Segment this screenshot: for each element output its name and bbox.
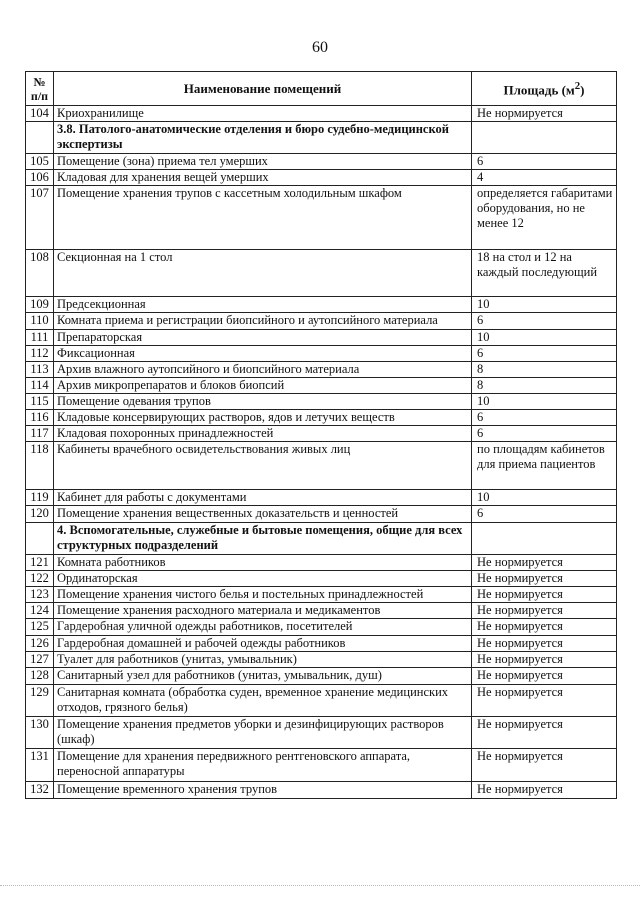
room-name: Кабинеты врачебного освидетельствования живых лиц (54, 442, 472, 490)
table-row (26, 668, 617, 685)
page-number: 60 (312, 39, 328, 56)
row-number: 116 (26, 410, 54, 426)
room-area: Не нормируется (472, 749, 617, 782)
room-area: Не нормируется (472, 652, 617, 668)
table-body (26, 106, 617, 799)
section-title: 3.8. Патолого-анатомические отделения и бюро судебно-медицинской экспертизы (54, 122, 472, 154)
header-number-line1: № (33, 74, 46, 89)
room-area: 10 (472, 297, 617, 313)
table-header-row (26, 72, 617, 106)
section-title: 4. Вспомогательные, служебные и бытовые помещения, общие для всех структурных подразделений (54, 523, 472, 555)
room-name: Туалет для работников (унитаз, умывальник) (54, 652, 472, 668)
row-number: 112 (26, 346, 54, 362)
row-number: 110 (26, 313, 54, 330)
room-name: Санитарная комната (обработка суден, временное хранение медицинских отходов, грязного белья) (54, 685, 472, 717)
row-number: 123 (26, 587, 54, 603)
table-row (26, 571, 617, 587)
room-name: Помещение хранения вещественных доказательств и ценностей (54, 506, 472, 523)
room-name: Гардеробная домашней и рабочей одежды работников (54, 636, 472, 652)
room-name: Фиксационная (54, 346, 472, 362)
section-row (26, 122, 617, 154)
table-row (26, 297, 617, 313)
header-area (472, 72, 617, 106)
row-number: 117 (26, 426, 54, 442)
room-name: Помещение хранения предметов уборки и дезинфицирующих растворов (шкаф) (54, 717, 472, 749)
room-name: Помещение хранения трупов с кассетным холодильным шкафом (54, 186, 472, 250)
table-row (26, 426, 617, 442)
room-name: Предсекционная (54, 297, 472, 313)
room-area: 6 (472, 154, 617, 170)
room-name: Секционная на 1 стол (54, 250, 472, 297)
room-area: 10 (472, 490, 617, 506)
table-row (26, 587, 617, 603)
table-row (26, 362, 617, 378)
room-area: 8 (472, 362, 617, 378)
room-area: 8 (472, 378, 617, 394)
row-number: 120 (26, 506, 54, 523)
row-number: 109 (26, 297, 54, 313)
row-number: 121 (26, 555, 54, 571)
table-row (26, 442, 617, 490)
room-name: Кладовые консервирующих растворов, ядов и летучих веществ (54, 410, 472, 426)
row-number: 132 (26, 782, 54, 799)
header-number-line2: п/п (30, 88, 49, 103)
room-name: Помещение для хранения передвижного рентгеновского аппарата, переносной аппаратуры (54, 749, 472, 782)
room-area: Не нормируется (472, 555, 617, 571)
room-area: определяется габаритами оборудования, но не менее 12 (472, 186, 617, 250)
room-area: Не нормируется (472, 603, 617, 619)
room-name: Помещение временного хранения трупов (54, 782, 472, 799)
table-row (26, 186, 617, 250)
row-number: 124 (26, 603, 54, 619)
table-row (26, 782, 617, 799)
header-area-close: ) (580, 82, 585, 98)
room-area: 6 (472, 410, 617, 426)
row-number: 114 (26, 378, 54, 394)
table-row (26, 506, 617, 523)
header-area-text: Площадь (м (503, 82, 575, 98)
table-row (26, 313, 617, 330)
table-row (26, 394, 617, 410)
table-row (26, 106, 617, 122)
row-number: 126 (26, 636, 54, 652)
room-area: 10 (472, 330, 617, 346)
room-name: Кладовая для хранения вещей умерших (54, 170, 472, 186)
room-name: Ординаторская (54, 571, 472, 587)
room-name: Помещение хранения чистого белья и постельных принадлежностей (54, 587, 472, 603)
room-name: Санитарный узел для работников (унитаз, умывальник, душ) (54, 668, 472, 685)
row-number: 118 (26, 442, 54, 490)
room-name: Помещение (зона) приема тел умерших (54, 154, 472, 170)
room-area: 4 (472, 170, 617, 186)
row-number: 129 (26, 685, 54, 717)
row-number: 104 (26, 106, 54, 122)
header-number (26, 72, 54, 106)
room-name: Гардеробная уличной одежды работников, посетителей (54, 619, 472, 636)
room-area: по площадям кабинетов для приема пациентов (472, 442, 617, 490)
room-area: Не нормируется (472, 717, 617, 749)
section-row (26, 523, 617, 555)
room-name: Архив микропрепаратов и блоков биопсий (54, 378, 472, 394)
table-row (26, 490, 617, 506)
room-name: Архив влажного аутопсийного и биопсийного материала (54, 362, 472, 378)
room-name: Помещение одевания трупов (54, 394, 472, 410)
room-area: Не нормируется (472, 782, 617, 799)
row-number: 106 (26, 170, 54, 186)
table-row (26, 378, 617, 394)
table-row (26, 346, 617, 362)
table-row (26, 717, 617, 749)
header-area-superscript: 2 (574, 80, 581, 93)
table-row (26, 410, 617, 426)
room-area: 6 (472, 313, 617, 330)
row-number: 113 (26, 362, 54, 378)
room-area: Не нормируется (472, 685, 617, 717)
row-number (26, 523, 54, 555)
header-name: Наименование помещений (54, 72, 472, 106)
table-row (26, 619, 617, 636)
row-number: 122 (26, 571, 54, 587)
table-row (26, 170, 617, 186)
table-row (26, 154, 617, 170)
room-area: Не нормируется (472, 619, 617, 636)
room-name: Препараторская (54, 330, 472, 346)
room-name: Комната приема и регистрации биопсийного и аутопсийного материала (54, 313, 472, 330)
room-area: Не нормируется (472, 571, 617, 587)
room-name: Криохранилище (54, 106, 472, 122)
row-number: 127 (26, 652, 54, 668)
table-row (26, 636, 617, 652)
table-row (26, 555, 617, 571)
room-area: 6 (472, 346, 617, 362)
row-number: 131 (26, 749, 54, 782)
premises-table (25, 71, 617, 799)
table-row (26, 749, 617, 782)
table-row (26, 603, 617, 619)
row-number: 111 (26, 330, 54, 346)
row-number: 105 (26, 154, 54, 170)
room-area: Не нормируется (472, 106, 617, 122)
room-name: Комната работников (54, 555, 472, 571)
row-number: 119 (26, 490, 54, 506)
room-area: Не нормируется (472, 668, 617, 685)
row-number (26, 122, 54, 154)
row-number: 128 (26, 668, 54, 685)
room-name: Помещение хранения расходного материала и медикаментов (54, 603, 472, 619)
room-area: Не нормируется (472, 587, 617, 603)
room-area: 10 (472, 394, 617, 410)
table-row (26, 685, 617, 717)
room-name: Кабинет для работы с документами (54, 490, 472, 506)
row-number: 125 (26, 619, 54, 636)
table-row (26, 330, 617, 346)
table-row (26, 250, 617, 297)
room-name: Кладовая похоронных принадлежностей (54, 426, 472, 442)
footer-rule (0, 885, 640, 886)
room-area: 6 (472, 426, 617, 442)
room-area: 6 (472, 506, 617, 523)
room-area (472, 523, 617, 555)
room-area (472, 122, 617, 154)
row-number: 108 (26, 250, 54, 297)
room-area: Не нормируется (472, 636, 617, 652)
row-number: 130 (26, 717, 54, 749)
row-number: 107 (26, 186, 54, 250)
room-area: 18 на стол и 12 на каждый последующий (472, 250, 617, 297)
row-number: 115 (26, 394, 54, 410)
table-row (26, 652, 617, 668)
